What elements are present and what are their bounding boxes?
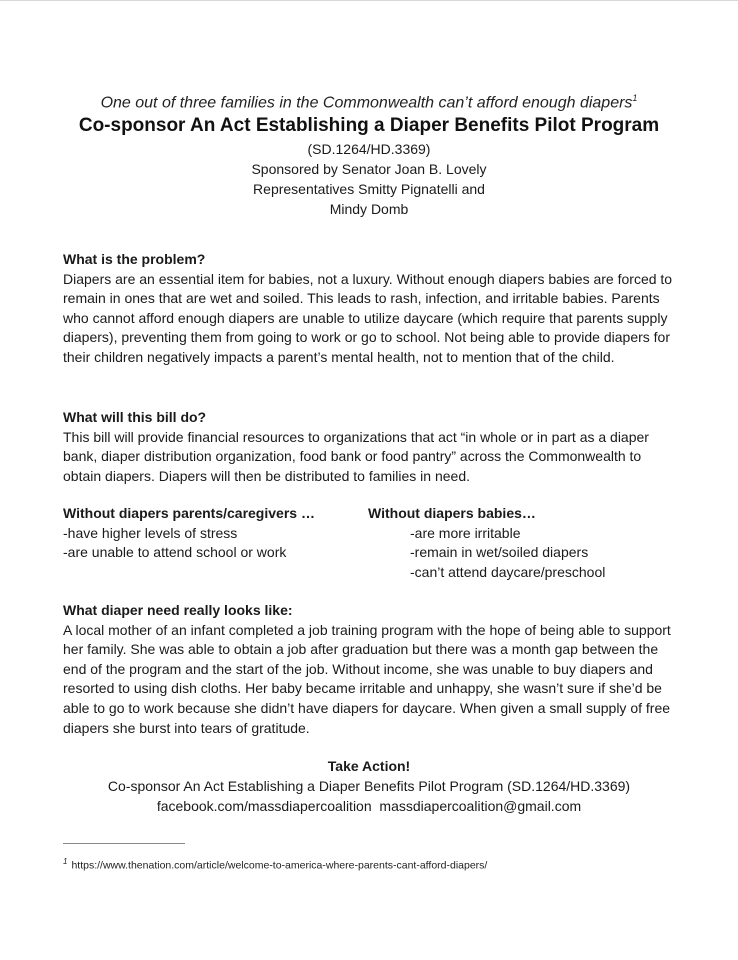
contact-line — [0, 796, 738, 816]
list-item: -have higher levels of stress — [63, 524, 238, 541]
take-action-line: Co-sponsor An Act Establishing a Diaper Benefits Pilot Program (SD.1264/HD.3369) — [107, 778, 631, 794]
list-item: -are more irritable — [410, 524, 521, 541]
need-section — [63, 601, 683, 738]
problem-section — [63, 250, 683, 368]
babies-column — [368, 504, 688, 582]
take-action-section — [0, 756, 738, 816]
bill-body: This bill will provide financial resources to organizations that act “in whole or in part as a diaper bank, diaper distribution organization, food bank or food pantry” across the Commonwealth to obtain diapers. Diapers will then be distributed to families in need. — [63, 428, 649, 484]
problem-body: Diapers are an essential item for babies, not a luxury. Without enough diapers babies are forced to remain in ones that are wet and soiled. This leads to rash, infection, and irritable babies. Parents who cannot afford enough diapers are unable to utilize daycare (which require that parents supply diapers), preventing them from going to work or go to school. Not being able to provide diapers for their children negatively impacts a parent’s mental health, not to mention that of the child. — [63, 270, 673, 365]
footnote-mark: 1 — [63, 857, 68, 866]
representatives-line-1: Representatives Smitty Pignatelli and — [253, 181, 485, 198]
page-title: Co-sponsor An Act Establishing a Diaper Benefits Pilot Program — [78, 115, 660, 137]
footnote-url[interactable]: https://www.thenation.com/article/welcome-to-america-where-parents-cant-afford-diapers/ — [71, 859, 488, 872]
list-item: -are unable to attend school or work — [63, 544, 287, 561]
facebook-link[interactable]: facebook.com/massdiapercoalition — [156, 798, 372, 814]
footnote — [63, 855, 487, 873]
representatives-line-2: Mindy Domb — [329, 201, 409, 218]
tagline: One out of three families in the Commonwealth can’t afford enough diapers$^1$ — [100, 93, 638, 112]
parents-column — [63, 504, 363, 563]
bill-section — [63, 408, 683, 486]
take-action-heading: Take Action! — [327, 758, 411, 774]
problem-heading: What is the problem? — [63, 251, 206, 267]
footnote-divider — [63, 843, 185, 844]
parents-heading: Without diapers parents/caregivers … — [63, 505, 315, 521]
footnote-ref: 1 — [632, 93, 638, 103]
bill-heading: What will this bill do? — [63, 409, 207, 425]
list-item: -can’t attend daycare/preschool — [410, 563, 606, 580]
list-item: -remain in wet/soiled diapers — [410, 544, 589, 561]
bill-number: (SD.1264/HD.3369) — [307, 141, 431, 158]
babies-heading: Without diapers babies… — [368, 505, 536, 521]
top-border — [0, 0, 738, 1]
sponsor-line: Sponsored by Senator Joan B. Lovely — [251, 161, 487, 178]
need-body: A local mother of an infant completed a job training program with the hope of being able to support her family. She was able to obtain a job after graduation but there was a month gap between the end of the program and the start of the job. Without income, she was unable to buy diapers and resorted to using dish cloths. Her baby became irritable and unhappy, she wasn’t sure if she’d be able to go to work because she didn’t have diapers for daycare. When given a small supply of free diapers she burst into tears of gratitude. — [63, 621, 671, 736]
email-link[interactable]: massdiapercoalition@gmail.com — [379, 798, 582, 814]
document-header — [0, 88, 738, 219]
need-heading: What diaper need really looks like: — [63, 602, 293, 618]
